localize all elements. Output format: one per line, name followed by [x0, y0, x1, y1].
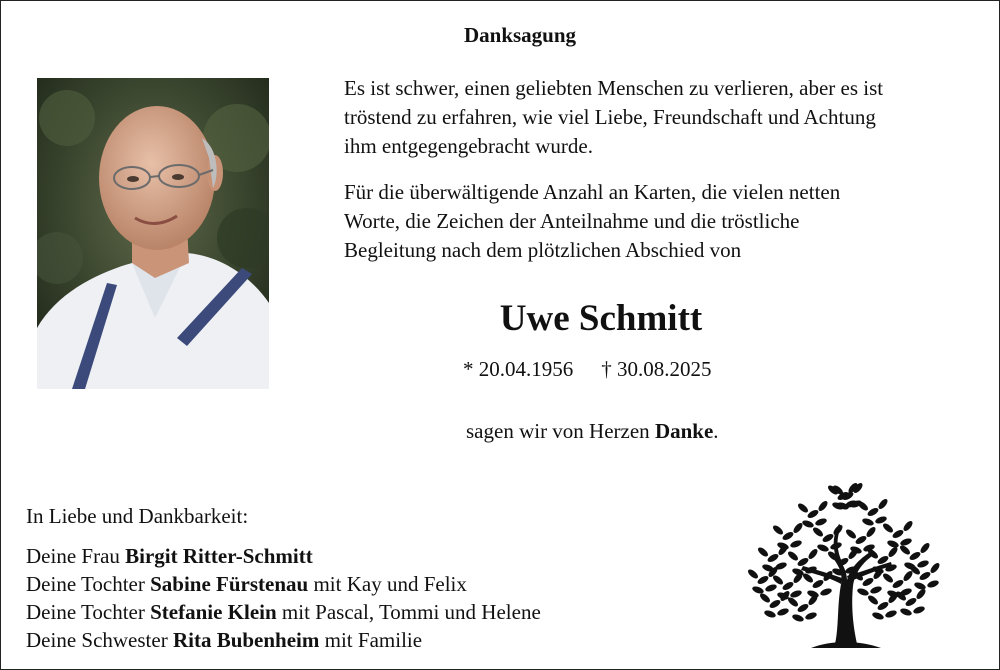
signer-item [26, 598, 541, 626]
signer-suffix: mit Pascal, Tommi und Helene [276, 600, 541, 624]
deceased-name: Uwe Schmitt [499, 298, 703, 339]
signer-name: Sabine Fürstenau [150, 572, 309, 596]
signer-relation: Deine Tochter [26, 572, 151, 596]
signer-relation: Deine Schwester [26, 628, 173, 652]
signature-intro: In Liebe und Dankbarkeit: [26, 504, 249, 528]
signer-relation: Deine Tochter [26, 600, 151, 624]
signer-name: Rita Bubenheim [172, 628, 320, 652]
thanks-line [466, 419, 719, 444]
signer-item [26, 570, 541, 598]
thanks-paragraph-2: Für die überwältigende Anzahl an Karten, die vielen netten Worte, die Zeichen der Anteilnahme und die tröstliche Begleitung nach dem plötzlichen Abschied von [344, 180, 841, 262]
signer-name: Stefanie Klein [150, 600, 277, 624]
life-dates [463, 357, 712, 382]
signer-suffix: mit Kay und Felix [308, 572, 467, 596]
thanks-bold: Danke [654, 419, 714, 443]
signer-suffix: mit Familie [319, 628, 423, 652]
thanks-suffix: . [713, 419, 719, 443]
signer-item [26, 626, 541, 654]
death-date: † 30.08.2025 [601, 357, 712, 381]
portrait-photo [37, 78, 269, 389]
signer-name: Birgit Ritter-Schmitt [125, 544, 313, 568]
tree-icon [743, 466, 943, 651]
signers-list [26, 542, 541, 654]
thanks-paragraph-1: Es ist schwer, einen geliebten Menschen zu verlieren, aber es ist tröstend zu erfahren, wie viel Liebe, Freundschaft und Achtung ihm entgegengebracht wurde. [344, 76, 884, 158]
signer-item [26, 542, 541, 570]
signer-relation: Deine Frau [26, 544, 126, 568]
birth-date: * 20.04.1956 [463, 357, 574, 381]
thanks-prefix: sagen wir von Herzen [466, 419, 655, 443]
heading: Danksagung [463, 23, 577, 47]
